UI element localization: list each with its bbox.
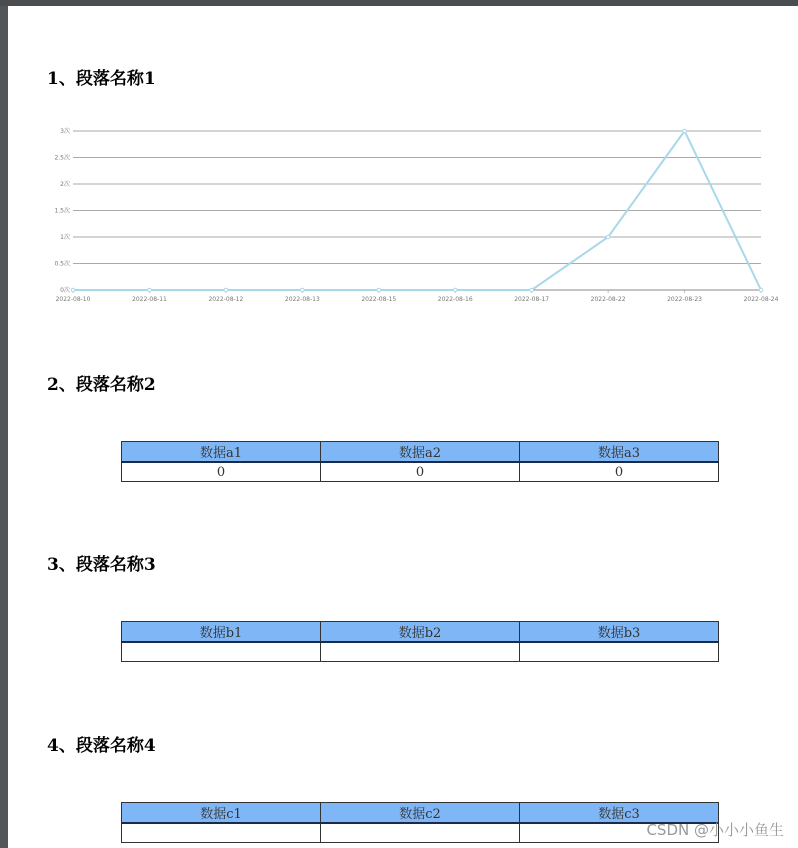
data-table-b [121, 621, 719, 662]
y-tick-label: 0次 [60, 287, 70, 294]
table-b-header-3: 数据b3 [520, 622, 719, 643]
x-tick-label: 2022-08-10 [55, 296, 91, 303]
table-header-row [122, 803, 719, 824]
table-a-header-1: 数据a1 [122, 442, 321, 463]
x-tick-label: 2022-08-17 [514, 296, 550, 303]
section-3-heading: 3、段落名称3 [47, 555, 156, 575]
y-tick-label: 2.5次 [54, 154, 70, 162]
data-point [606, 235, 610, 239]
data-table-a [121, 441, 719, 482]
x-tick-label: 2022-08-24 [743, 296, 779, 303]
table-b-cell-2 [321, 642, 520, 662]
section-2-heading: 2、段落名称2 [47, 375, 156, 395]
table-c-header-1: 数据c1 [122, 803, 321, 824]
table-a-header-3: 数据a3 [520, 442, 719, 463]
table-a-cell-2: 0 [321, 462, 520, 482]
x-tick-label: 2022-08-23 [667, 296, 702, 303]
table-b-cell-1 [122, 642, 321, 662]
line-chart [8, 106, 798, 326]
y-tick-label: 1次 [60, 234, 70, 241]
data-point [71, 288, 75, 292]
table-header-row [122, 442, 719, 463]
x-tick-label: 2022-08-12 [208, 296, 244, 303]
table-row [122, 642, 719, 662]
table-b-cell-3 [520, 642, 719, 662]
data-point [683, 129, 687, 133]
section-4-heading: 4、段落名称4 [47, 736, 156, 756]
chart-grid [73, 131, 761, 290]
table-row [122, 823, 719, 843]
table-b-header-1: 数据b1 [122, 622, 321, 643]
section-1-heading: 1、段落名称1 [47, 69, 156, 89]
table-a-cell-3: 0 [520, 462, 719, 482]
table-c-header-2: 数据c2 [321, 803, 520, 824]
y-tick-label: 3次 [60, 128, 70, 135]
x-tick-label: 2022-08-16 [437, 296, 473, 303]
data-point [453, 288, 457, 292]
x-tick-label: 2022-08-22 [590, 296, 626, 303]
watermark: CSDN @小小小鱼生 [646, 821, 784, 839]
y-tick-label: 2次 [60, 181, 70, 188]
data-point [224, 288, 228, 292]
table-b-header-2: 数据b2 [321, 622, 520, 643]
y-tick-label: 1.5次 [54, 207, 70, 215]
table-c-header-3: 数据c3 [520, 803, 719, 824]
x-tick-label: 2022-08-11 [132, 296, 167, 303]
data-point [377, 288, 381, 292]
table-a-header-2: 数据a2 [321, 442, 520, 463]
y-axis-ticks [54, 127, 70, 294]
table-c-cell-2 [321, 823, 520, 843]
data-point [148, 288, 152, 292]
document-page [8, 6, 798, 848]
x-axis-ticks [56, 290, 779, 303]
data-point [759, 288, 763, 292]
table-a-cell-1: 0 [122, 462, 321, 482]
table-row [122, 462, 719, 482]
x-tick-label: 2022-08-13 [284, 296, 320, 303]
data-point [530, 288, 534, 292]
data-table-c [121, 802, 719, 843]
table-header-row [122, 622, 719, 643]
x-tick-label: 2022-08-15 [361, 296, 397, 303]
y-tick-label: 0.5次 [54, 260, 70, 268]
table-c-cell-1 [122, 823, 321, 843]
data-point [301, 288, 305, 292]
